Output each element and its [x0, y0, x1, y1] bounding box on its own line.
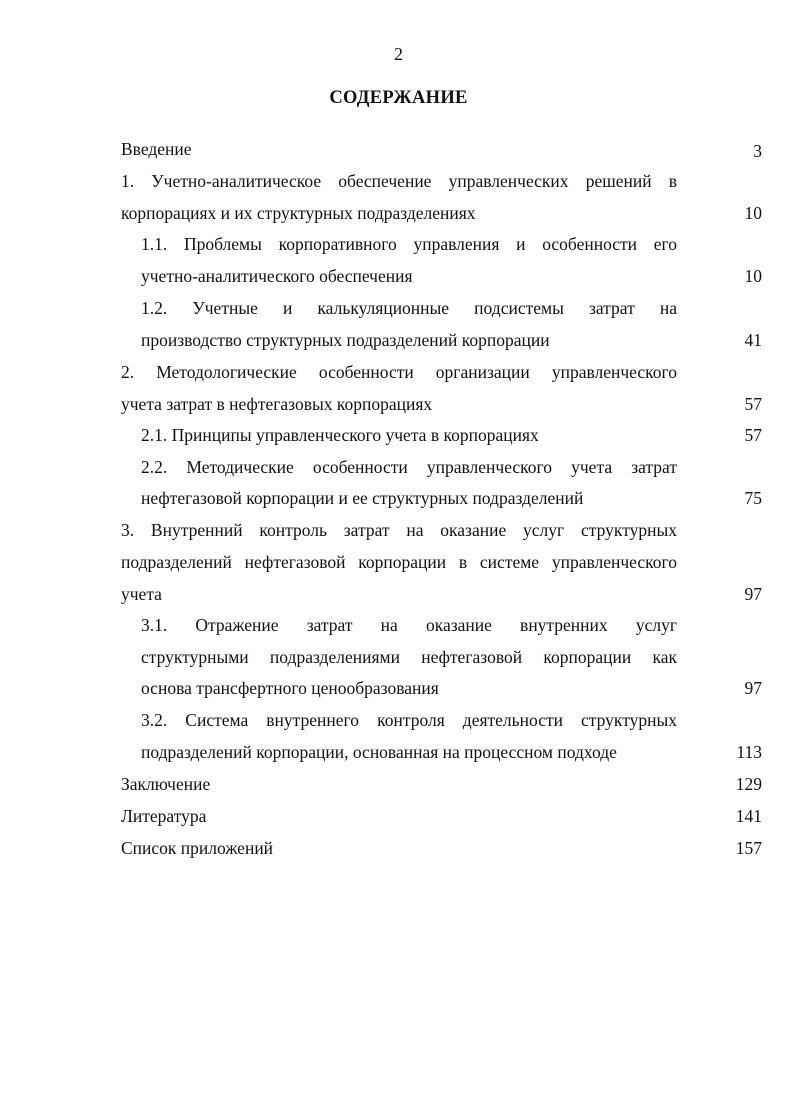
page-number: 2 [394, 44, 403, 64]
toc-entry-chapter-3-line-1: 3. Внутренний контроль затрат на оказание услуг структурных [121, 520, 677, 540]
toc-page-intro: 3 [753, 141, 762, 161]
toc-entry-chapter-2-line-1: 2. Методологические особенности организации управленческого [121, 362, 677, 382]
toc-entry-appendices: Список приложений [121, 838, 274, 858]
toc-page-chapter-2: 57 [744, 394, 762, 414]
toc-page-conclusion: 129 [735, 774, 762, 794]
toc-entry-section-2-2-line-1: 2.2. Методические особенности управленческого учета затрат [141, 457, 677, 477]
toc-entry-section-3-2-line-1: 3.2. Система внутреннего контроля деятельности структурных [141, 710, 677, 730]
toc-entry-section-3-1-line-2: структурными подразделениями нефтегазовой корпорации как [141, 647, 677, 667]
toc-page-section-1-2: 41 [744, 330, 762, 350]
toc-entry-chapter-3-line-3: учета [121, 584, 162, 604]
toc-entry-section-3-2-line-2: подразделений корпорации, основанная на процессном подходе [141, 742, 617, 762]
toc-page-section-2-1: 57 [744, 425, 762, 445]
toc-entry-section-3-1-line-1: 3.1. Отражение затрат на оказание внутренних услуг [141, 615, 677, 635]
toc-page-section-3-2: 113 [736, 742, 762, 762]
toc-page-chapter-1: 10 [744, 203, 762, 223]
toc-entry-section-1-2-line-2: производство структурных подразделений корпорации [141, 330, 550, 350]
toc-entry-chapter-3-line-2: подразделений нефтегазовой корпорации в системе управленческого [121, 552, 677, 572]
toc-entry-section-1-1-line-2: учетно-аналитического обеспечения [141, 266, 413, 286]
toc-entry-chapter-1-line-1: 1. Учетно-аналитическое обеспечение управленческих решений в [121, 171, 677, 191]
toc-entry-section-1-2-line-1: 1.2. Учетные и калькуляционные подсистемы затрат на [141, 298, 677, 318]
toc-entry-section-2-1: 2.1. Принципы управленческого учета в корпорациях [141, 425, 539, 445]
toc-page-chapter-3: 97 [744, 584, 762, 604]
toc-entry-intro: Введение [121, 139, 192, 159]
toc-page-literature: 141 [735, 806, 762, 826]
toc-page-section-3-1: 97 [744, 678, 762, 698]
toc-page-section-2-2: 75 [744, 488, 762, 508]
page-title: СОДЕРЖАНИЕ [329, 88, 468, 108]
toc-entry-chapter-1-line-2: корпорациях и их структурных подразделениях [121, 203, 476, 223]
toc-entry-section-3-1-line-3: основа трансфертного ценообразования [141, 678, 439, 698]
toc-page-section-1-1: 10 [744, 266, 762, 286]
toc-entry-conclusion: Заключение [121, 774, 211, 794]
toc-entry-section-2-2-line-2: нефтегазовой корпорации и ее структурных подразделений [141, 488, 584, 508]
toc-page-appendices: 157 [735, 838, 762, 858]
toc-entry-literature: Литература [121, 806, 207, 826]
toc-entry-section-1-1-line-1: 1.1. Проблемы корпоративного управления и особенности его [141, 234, 677, 254]
toc-entry-chapter-2-line-2: учета затрат в нефтегазовых корпорациях [121, 394, 433, 414]
